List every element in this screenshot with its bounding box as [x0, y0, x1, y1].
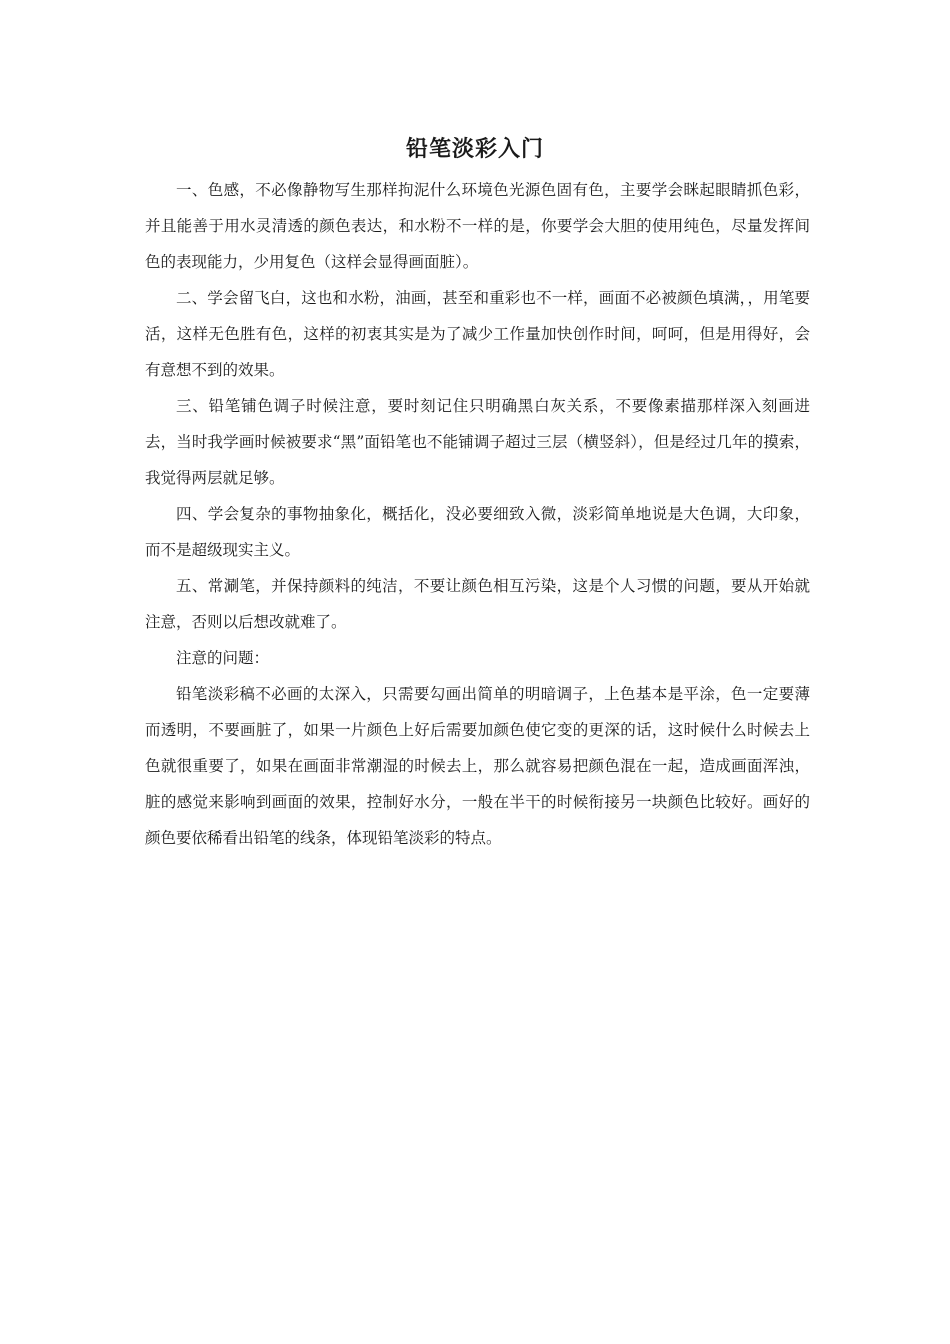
page-title: 铅笔淡彩入门 — [405, 137, 544, 162]
paragraph-rinse-brush: 五、常涮笔，并保持颜料的纯洁，不要让颜色相互污染，这是个人习惯的问题，要从开始就注意，否则以后想改就难了。 — [145, 577, 810, 631]
paragraph-notes: 铅笔淡彩稿不必画的太深入，只需要勾画出简单的明暗调子，上色基本是平涂，色一定要薄而透明，不要画脏了，如果一片颜色上好后需要加颜色使它变的更深的话，这时候什么时候去上色就很重要了，如果在画面非常潮湿的时候去上，那么就容易把颜色混在一起，造成画面浑浊，脏的感觉来影响到画面的效果，控制好水分，一般在半干的时候衔接另一块颜色比较好。画好的颜色要依稀看出铅笔的线条，体现铅笔淡彩的特点。 — [145, 685, 810, 847]
paragraph-abstraction: 四、学会复杂的事物抽象化，概括化，没必要细致入微，淡彩简单地说是大色调，大印象，而不是超级现实主义。 — [145, 505, 810, 559]
paragraph-leave-blank: 二、学会留飞白，这也和水粉，油画，甚至和重彩也不一样，画面不必被颜色填满，，用笔要活，这样无色胜有色，这样的初衷其实是为了减少工作量加快创作时间，呵呵，但是用得好，会有意想不到的效果。 — [145, 289, 810, 379]
document-body — [145, 172, 810, 856]
paragraph-pencil-tone: 三、铅笔铺色调子时候注意，要时刻记住只明确黑白灰关系，不要像素描那样深入刻画进去，当时我学画时候被要求“黑”面铅笔也不能铺调子超过三层（横竖斜），但是经过几年的摸索，我觉得两层就足够。 — [145, 397, 810, 487]
paragraph-color-sense: 一、色感，不必像静物写生那样拘泥什么环境色光源色固有色，主要学会眯起眼睛抓色彩，并且能善于用水灵清透的颜色表达，和水粉不一样的是，你要学会大胆的使用纯色，尽量发挥间色的表现能力，少用复色（这样会显得画面脏）。 — [145, 181, 810, 271]
section-heading-notes: 注意的问题： — [176, 649, 270, 667]
